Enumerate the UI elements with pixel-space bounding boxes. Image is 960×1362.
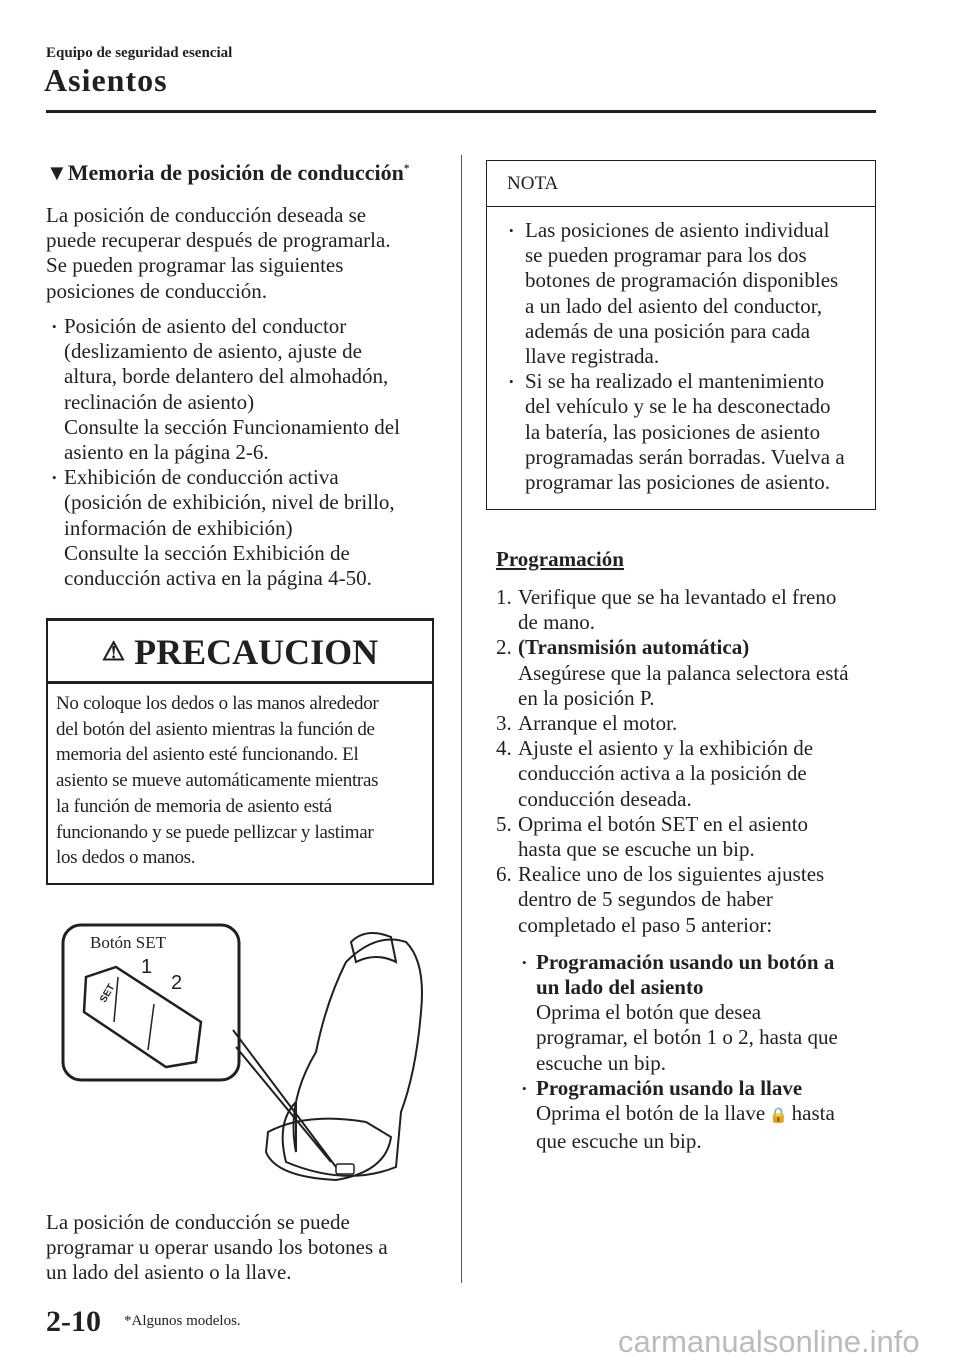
- text-line: la batería, las posiciones de asiento: [525, 419, 821, 444]
- text-line: programadas serán borradas. Vuelva a: [525, 444, 845, 469]
- caution-box: [46, 618, 434, 885]
- step-item: [496, 711, 849, 736]
- sub-option: [518, 1076, 849, 1155]
- triangle-icon: ▼: [46, 160, 68, 185]
- text-line: la función de memoria de asiento está: [56, 795, 332, 817]
- text-line: conducción deseada.: [518, 786, 692, 811]
- text-line: en la posición P.: [518, 685, 655, 710]
- text-line: Oprima el botón que desea: [536, 1000, 762, 1025]
- text-line: Consulte la sección Exhibición de: [64, 540, 350, 565]
- column-divider: [461, 155, 462, 1283]
- bullet-icon: •: [52, 470, 57, 486]
- steps-list: [496, 585, 849, 1154]
- sub-option: [518, 950, 849, 1076]
- text-line: puede recuperar después de programarla.: [46, 228, 391, 253]
- text-line: un lado del asiento: [536, 975, 704, 1000]
- intro-paragraph: [46, 203, 391, 304]
- text-line: altura, borde delantero del almohadón,: [64, 364, 389, 389]
- text-line: Se pueden programar las siguientes: [46, 253, 344, 278]
- step-number: 4.: [496, 736, 512, 761]
- bullet-icon: •: [522, 954, 527, 970]
- text-line: La posición de conducción deseada se: [46, 203, 367, 227]
- bullet-list: [46, 314, 400, 591]
- text-line: asiento se mueve automáticamente mientras: [56, 770, 379, 792]
- text-line: posiciones de conducción.: [46, 278, 268, 303]
- page-title: Asientos: [44, 62, 168, 98]
- text-line: un lado del asiento o la llave.: [46, 1260, 292, 1285]
- section-heading: ▼Memoria de posición de conducción*: [46, 160, 410, 185]
- text-line: hasta que se escuche un bip.: [518, 837, 755, 862]
- text-line: (Transmisión automática): [518, 635, 750, 660]
- text-line: Realice uno de los siguientes ajustes: [518, 862, 825, 887]
- step-number: 6.: [496, 862, 512, 887]
- text-line: dentro de 5 segundos de haber: [518, 887, 773, 912]
- bullet-icon: •: [509, 374, 514, 390]
- caution-title: ⚠ PRECAUCION: [101, 632, 379, 672]
- step-number: 1.: [496, 585, 512, 609]
- programming-heading: Programación: [496, 547, 624, 571]
- section-label: Equipo de seguridad esencial: [46, 45, 233, 61]
- text-line: que escuche un bip.: [536, 1129, 702, 1154]
- text-line: (deslizamiento de asiento, ajuste de: [64, 339, 362, 364]
- step-item: [496, 812, 849, 862]
- text-line: (posición de exhibición, nivel de brillo,: [64, 490, 395, 515]
- text-line: información de exhibición): [64, 515, 293, 540]
- warning-icon: ⚠: [101, 637, 126, 666]
- step-number: 3.: [496, 711, 512, 736]
- text-line: Programación usando la llave: [536, 1075, 803, 1100]
- text-line: programar las posiciones de asiento.: [525, 470, 830, 495]
- text-line: No coloque los dedos o las manos alrededor: [56, 693, 379, 714]
- callout-label: Botón SET: [90, 933, 167, 952]
- text-line: botones de programación disponibles: [525, 268, 839, 293]
- text-line: Posición de asiento del conductor: [64, 314, 347, 338]
- text-line: Las posiciones de asiento individual: [525, 218, 830, 242]
- page-number: 2-10: [46, 1305, 101, 1338]
- note-box: [486, 160, 876, 510]
- text-line: escuche un bip.: [536, 1050, 667, 1075]
- step-item: [496, 635, 849, 711]
- text-line: además de una posición para cada: [525, 318, 811, 343]
- text-line: Exhibición de conducción activa: [64, 465, 339, 490]
- text-line: La posición de conducción se puede: [46, 1210, 350, 1234]
- text-line: reclinación de asiento): [64, 389, 255, 414]
- text-line: Si se ha realizado el mantenimiento: [525, 369, 825, 394]
- bullet-icon: •: [522, 1080, 527, 1096]
- caution-text: [56, 691, 378, 871]
- sub-options: [496, 950, 849, 1155]
- bullet-icon: •: [509, 223, 514, 238]
- text-line: conducción activa a la posición de: [518, 761, 807, 786]
- text-line: de mano.: [518, 610, 595, 635]
- text-line: asiento en la página 2-6.: [64, 440, 269, 465]
- text-line: memoria del asiento esté funcionando. El: [56, 744, 359, 766]
- text-line: programar u operar usando los botones a: [46, 1235, 388, 1260]
- footnote: *Algunos modelos.: [124, 1313, 241, 1329]
- text-line: Ajuste el asiento y la exhibición de: [518, 736, 814, 761]
- text-line: completado el paso 5 anterior:: [518, 912, 773, 937]
- text-line: Consulte la sección Funcionamiento del: [64, 414, 400, 439]
- text-line: Programación usando un botón a: [536, 949, 835, 974]
- seat-figure: [46, 922, 440, 1190]
- text-line: Arranque el motor.: [518, 711, 678, 736]
- step-number: 2.: [496, 635, 512, 660]
- text-line: llave registrada.: [525, 344, 660, 369]
- watermark: carmanualsonline.info: [618, 1324, 920, 1359]
- text-line: funcionando y se puede pellizcar y lastimar: [56, 821, 374, 843]
- text-line: programar, el botón 1 o 2, hasta que: [536, 1025, 838, 1050]
- text-line: Asegúrese que la palanca selectora está: [518, 660, 849, 685]
- text-line: a un lado del asiento del conductor,: [525, 293, 823, 318]
- step-number: 5.: [496, 811, 512, 836]
- set-button-marking: SET: [98, 982, 118, 1005]
- button-1-label: 1: [141, 956, 153, 978]
- step-item: [496, 862, 849, 938]
- button-2-label: 2: [171, 972, 183, 994]
- text-line: se pueden programar para los dos: [525, 243, 807, 268]
- bullet-icon: •: [52, 319, 57, 334]
- header-rule: [46, 110, 876, 113]
- note-text: [507, 218, 845, 495]
- key-lock-icon: 🔒: [765, 1108, 788, 1125]
- note-title: NOTA: [507, 173, 559, 194]
- text-line: conducción activa en la página 4-50.: [64, 566, 372, 591]
- text-line: del botón del asiento mientras la función de: [56, 718, 375, 740]
- text-line: Oprima el botón SET en el asiento: [518, 811, 809, 836]
- text-line: Verifique que se ha levantado el freno: [518, 585, 837, 609]
- closing-paragraph: [46, 1210, 388, 1286]
- text-line: del vehículo y se le ha desconectado: [525, 394, 831, 419]
- text-line: Oprima el botón de la llave 🔒 hasta: [536, 1101, 835, 1126]
- step-item: [496, 585, 849, 635]
- text-line: los dedos o manos.: [56, 847, 196, 869]
- step-item: [496, 736, 849, 812]
